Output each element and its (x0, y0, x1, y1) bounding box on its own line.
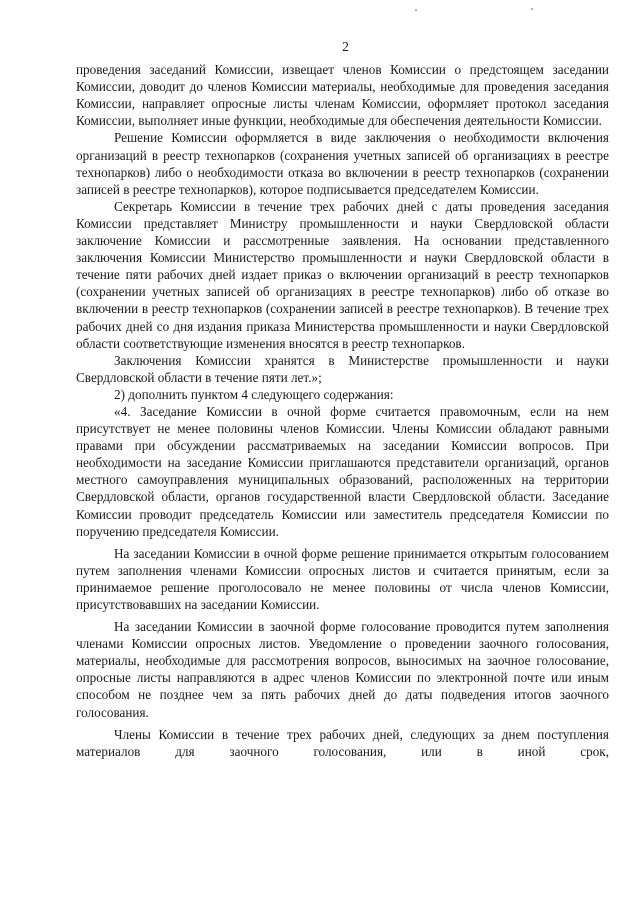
paragraph-commission-decision: Решение Комиссии оформляется в виде заключения о необходимости включения организаций в реестр технопарков (сохранения учетных записей об организациях в реестре технопарков) либо о необходимости отказа во включении в реестр технопарков (сохранении записей в реестре технопарков), которое подписывается председателем Комиссии. (76, 130, 609, 197)
paragraph-secretary-duties: Секретарь Комиссии в течение трех рабочих дней с даты проведения заседания Комиссии представляет Министру промышленности и науки Свердловской области заключение Комиссии и рассмотренные заявления. На основании представленного заключения Комиссии Министерство промышленности и науки Свердловской области в течение пяти рабочих дней издает приказ о включении организаций в реестр технопарков (сохранении учетных записей об организациях в реестре технопарков) либо об отказе во включении в реестр технопарков (сохранении записей в реестре технопарков). В течение трех рабочих дней со дня издания приказа Министерства промышленности и науки Свердловской области соответствующие изменения вносятся в реестр технопарков. (76, 198, 609, 351)
paragraph-absentee-voting: На заседании Комиссии в заочной форме голосование проводится путем заполнения членами Комиссии опросных листов. Уведомление о проведении заочного голосования, материалы, необходимые для рассмотрения вопросов, выносимых на заочное голосование, опросные листы направляются в адрес членов Комиссии по электронной почте или иным способом не позднее чем за пять рабочих дней до даты подведения итогов заочного голосования. (76, 619, 609, 720)
page-number: 2 (342, 39, 349, 54)
paragraph-continuation: проведения заседаний Комиссии, извещает членов Комиссии о предстоящем заседании Комиссии, доводит до членов Комиссии материалы, необходимые для проведения заседания Комиссии, направляет опросные листы членам Комиссии, оформляет протокол заседания Комиссии, выполняет иные функции, необходимые для обеспечения деятельности Комиссии. (76, 62, 609, 129)
paragraph-amendment-item: 2) дополнить пунктом 4 следующего содержания: (114, 386, 394, 402)
scan-speck (531, 8, 533, 10)
paragraph-storage: Заключения Комиссии хранятся в Министерстве промышленности и науки Свердловской области в течение пяти лет.»; (76, 352, 609, 385)
scan-speck (415, 9, 417, 11)
document-page (76, 38, 609, 760)
paragraph-in-person-voting: На заседании Комиссии в очной форме решение принимается открытым голосованием путем заполнения членами Комиссии опросных листов и считается принятым, если за принимаемое решение проголосовало не менее половины от числа членов Комиссии, присутствовавших на заседании Комиссии. (76, 545, 609, 612)
paragraph-members-deadline: Члены Комиссии в течение трех рабочих дней, следующих за днем поступления материалов для заочного голосования, или в иной срок, (76, 726, 609, 759)
paragraph-clause-4: «4. Заседание Комиссии в очной форме считается правомочным, если на нем присутствует не менее половины членов Комиссии. Члены Комиссии обладают равными правами при обсуждении рассматриваемых на заседании Комиссии вопросов. При необходимости на заседание Комиссии приглашаются представители организаций, органов местного самоуправления муниципальных образований, расположенных на территории Свердловской области, органов государственной власти Свердловской области. Заседание Комиссии проводит председатель Комиссии или заместитель председателя Комиссии по поручению председателя Комиссии. (76, 403, 609, 539)
